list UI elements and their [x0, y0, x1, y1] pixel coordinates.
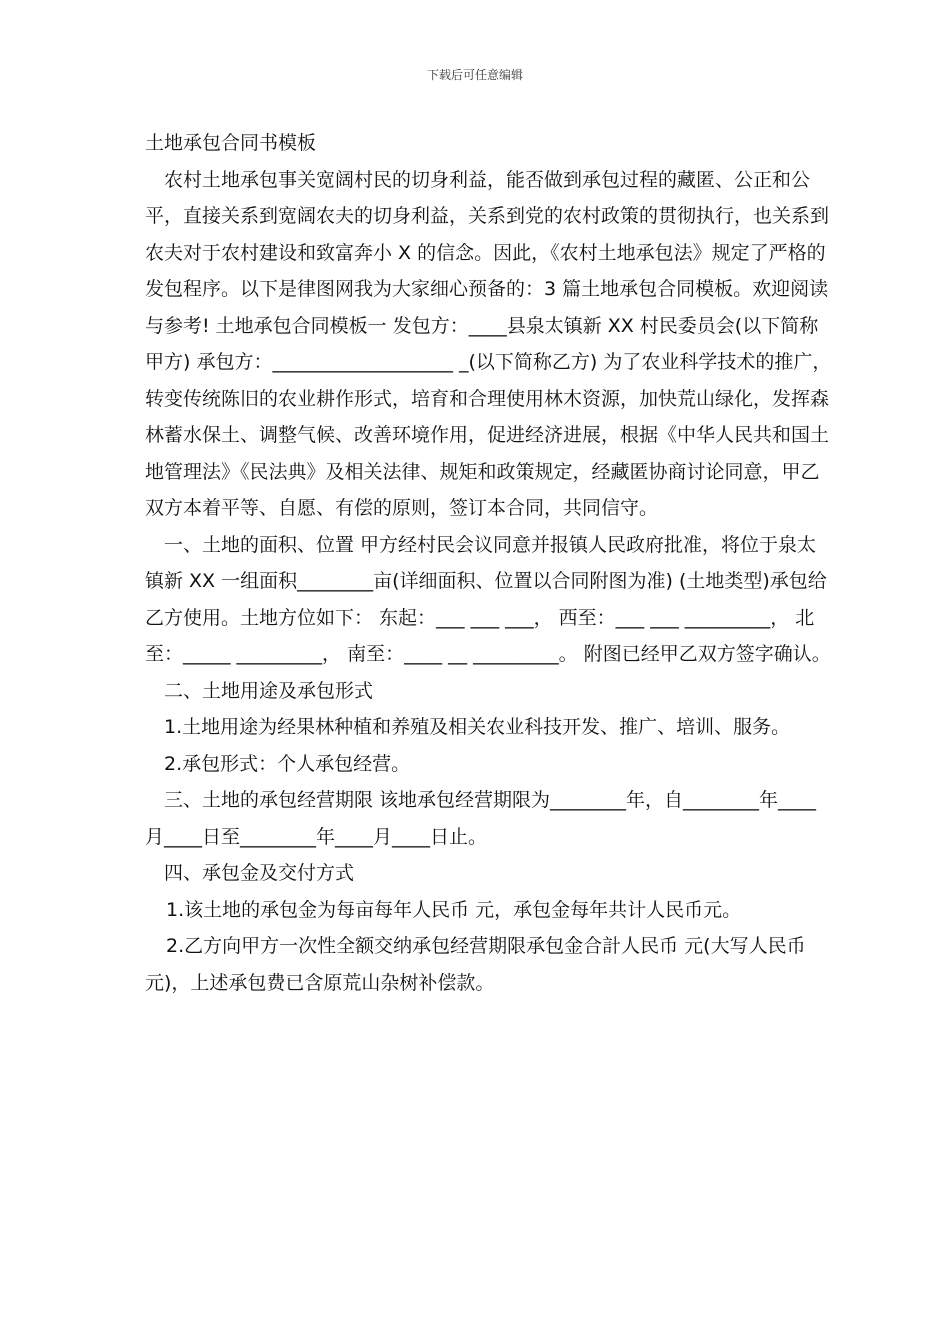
paragraph-intro: 农村土地承包事关宽阔村民的切身利益，能否做到承包过程的藏匿、公正和公平，直接关系到宽阔农夫的切身利益，关系到党的农村政策的贯彻执行，也关系到农夫对于农村建设和致富奔小 X 的信念。因此，《农村土地承包法》规定了严格的发包程序。以下是律图网我为大家细心预备的：3 篇土地承包合同模板。欢迎阅读与参考! 土地承包合同模板一 发包方：____县泉太镇新 XX 村民委员会(以下简称甲方) 承包方：___________________ _(以下简称乙方) 为了农业科学技术的推广，转变传统陈旧的农业耕作形式，培育和合理使用林木资源，加快荒山绿化，发挥森林蓄水保土、调整气候、改善环境作用，促进经济进展，根据《中华人民共和国土地管理法》《民法典》及相关法律、规矩和政策规定，经藏匿协商讨论同意，甲乙双方本着平等、自愿、有偿的原则，签订本合同，共同信守。: [145, 168, 832, 519]
paragraph-section-4-item-1: 1.该土地的承包金为每亩每年人民币 元，承包金每年共计人民币元。: [166, 898, 742, 921]
page-header-note: 下载后可任意编辑: [426, 68, 523, 82]
document-title: 土地承包合同书模板: [145, 132, 317, 154]
paragraph-section-2-item-2: 2.承包形式：个人承包经营。: [164, 752, 411, 775]
paragraph-section-2-item-1: 1.土地用途为经果林种植和养殖及相关农业科技开发、推广、培训、服务。: [164, 716, 791, 738]
document-body: [145, 125, 835, 1001]
paragraph-section-4-heading: 四、承包金及交付方式: [164, 862, 355, 884]
paragraph-section-3: 三、土地的承包经营期限 该地承包经营期限为________年，自________年____月____日至________年____月____日止。: [145, 789, 817, 848]
paragraph-section-4-item-2: 2.乙方向甲方一次性全额交纳承包经营期限承包金合計人民币 元(大写人民币 元)，上述承包费已含原荒山杂树补偿款。: [145, 935, 806, 994]
paragraph-section-1: 一、土地的面积、位置 甲方经村民会议同意并报镇人民政府批准，将位于泉太镇新 XX 一组面积________亩(详细面积、位置以合同附图为准) (土地类型)承包给乙方使用。土地方位如下： 东起：___ ___ ___， 西至：___ ___ _________， 北至：_____ _________， 南至：____ __ _________。 附图已经甲乙双方签字确认。: [145, 533, 831, 665]
paragraph-section-2-heading: 二、土地用途及承包形式: [164, 679, 374, 702]
